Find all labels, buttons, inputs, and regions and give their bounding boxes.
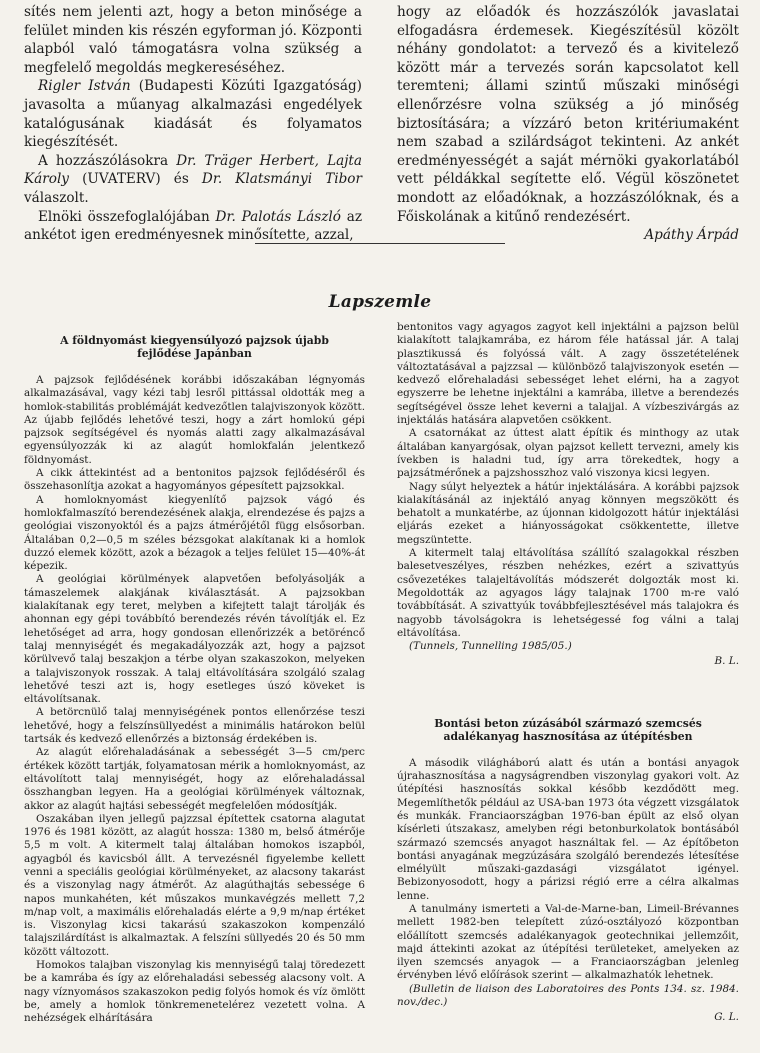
author-signature: Apáthy Árpád	[644, 227, 739, 244]
top-right-column	[397, 3, 739, 245]
text: az ankétot igen eredményesnek minősítette, azzal,	[24, 208, 363, 244]
paragraph: A pajzsok fejlődésének korábbi időszakában légnyomás alkalmazásával, vagy kézi tabj lesről pittással oldották meg a homlok-stabilitás problémáját kedvezőtlen talajviszonyok között. Az újabb fejlődés lehetővé teszi, hogy a zárt homlokú gépi pajzsok segítségével és nyomás alatti zagy alkalmazásával egyensúlyozzák ki az alagút homlokfalán jelentkező földnyomást.	[24, 374, 365, 466]
section-title: Lapszemle	[328, 292, 432, 312]
article-title: Bontási beton zúzásából származó szemcsés adalékanyag hasznosítása az útépítésben	[434, 716, 702, 743]
author-initials: G. L.	[714, 1011, 739, 1024]
text: (UVATERV) és	[68, 171, 202, 188]
source-citation: (Tunnels, Tunnelling 1985/05.)	[409, 640, 572, 653]
paragraph: A geológiai körülmények alapvetően befolyásolják a támaszelemek alakjának kiválasztását. A pajzsokban kialakítanak egy teret, melyben a kifejtett talajt tárolják és ahonnan egy gépi továbbító berendezés révén távolítják el. Ez lehetőséget ad arra, hogy gondosan ellenőrizzék a betöréncő talaj mennyiségét és megakadályozzák azt, hogy a pajzsot körülvevő talaj beszakjon a térbe olyan szakaszokon, melyeken a talajviszonyok rosszak. A talaj eltávolítására szolgáló szalag lehetővé teszi azt is, hogy esetleges úszó köveket is eltávolítsanak.	[24, 573, 365, 706]
person-name: Dr. Palotás László	[215, 208, 341, 225]
person-name: Rigler István	[38, 78, 131, 95]
paragraph: Oszakában ilyen jellegű pajzzsal építettek csatorna alagutat 1976 és 1981 között, az alagút hossza: 1380 m, belső átmérője 5,5 m volt. A kitermelt talaj általában homokos iszapból, agyagból és kavicsból állt. A tervezésnél figyelembe kellett venni a speciális geológiai körülményeket, az alacsony takarást és a viszonylag nagy átmérőt. Az alagúthajtás sebessége 6 napos munkahéten, két műszakos munkavégzés mellett 7,2 m/nap volt, a maximális előrehaladás elérte a 9,9 m/nap értéket is. Viszonylag kicsi takarású szakaszokon kompenzáló talajszilárdítást is alkalmaztak. A felszíni süllyedés 20 és 50 mm között változott.	[24, 812, 365, 958]
text: Elnöki összefoglalójában	[38, 208, 216, 225]
paragraph: Nagy súlyt helyeztek a hátúr injektálására. A korábbi pajzsok kialakításánál az injektáló anyag könnyen megszökött és behatolt a munkatérbe, az újonnan kidolgozott hátúr injektálási eljárás ezeket a hiányosságokat csökkentette, illetve megszüntette.	[397, 480, 739, 546]
paragraph: A homloknyomást kiegyenlítő pajzsok vágó és homlokfalmaszító berendezésének alakja, elrendezése és pajzs a geológiai viszonyoktól és a pajzs átmérőjétől függ elsősorban. Általában 0,2—0,5 m széles bézsgokat alakítanak ki a homlok duzzó elemek között, azok a bézagok a teljes felület 15—40%-át képezik.	[24, 493, 365, 573]
paragraph	[24, 77, 362, 151]
paragraph: Az alagút előrehaladásának a sebességét 3—5 cm/perc értékek között tartják, folyamatosan mérik a homloknyomást, az eltávolított talaj mennyiségét, hogy az előrehaladással összhangban legyen. Ha a geológiai körülmények változnak, akkor az alagút hajtási sebességét megfelelően módosítják.	[24, 746, 365, 812]
divider	[255, 243, 505, 244]
paragraph: A második világháború alatt és után a bontási anyagok újrahasznosítása a nagyságrendben viszonylag gyakori volt. Az útépítési hasznosítás sokkal később kezdődött meg. Megemlíthetők például az USA-ban 1973 óta végzett vizsgálatok és munkák. Franciaországban 1976-ban épült az első olyan kísérleti útszakasz, amelyben régi betonburkolatok bontásából származó szemcsés anyagot használtak fel. — Az építőbeton bontási anyagának megzúzására szolgáló berendezés létesítése elmélyült műszaki-gazdasági vizsgálatot igényel. Bebizonyosodott, hogy a párizsi régió erre a célra alkalmas lenne.	[397, 756, 739, 902]
text: válaszolt.	[24, 189, 89, 206]
article1-continued-column	[397, 321, 739, 1025]
paragraph	[24, 208, 362, 245]
text: (Budapesti Közúti Igazgatóság) javasolta a műanyag alkalmazási engedélyek katalógusának kiadását és folyamatos kiegészítését.	[24, 78, 362, 151]
top-left-column	[24, 3, 362, 245]
paragraph: A csatornákat az úttest alatt építik és minthogy az utak általában kanyargósak, olyan pajzsot kellett tervezni, amely kis ívekben is haladni tud, így arra törekedtek, hogy a pajzsátmérőnek a pajzshosszhoz való viszonya kicsi legyen.	[397, 427, 739, 480]
person-name: Dr. Träger Herbert, Lajta Károly	[24, 152, 362, 188]
paragraph	[24, 152, 362, 208]
source-citation: (Bulletin de liaison des Laboratoires des Ponts 134. sz. 1984. nov./dec.)	[397, 982, 739, 1009]
article1-column	[24, 334, 365, 1026]
author-initials: B. L.	[714, 655, 739, 668]
paragraph: bentonitos vagy agyagos zagyot kell injektálni a pajzson belül kialakított talajkamrába, ez három féle hatással jár. A talaj plasztikussá és folyóssá vált. A zagy összetételének változtatásával a pajzzsal — különböző talajviszonyok esetén — kedvező előrehaladási sebességet lehet elérni, ha a zagyot egyszerre be lehetne injektálni a kamrába, illetve a berendezés segítségével össze lehet keverni a talajjal. A vízbeszivárgás az injektálás hatására alapvetően csökkent.	[397, 321, 739, 427]
text: A hozzászólásokra	[38, 152, 177, 169]
person-name: Dr. Klatsmányi Tibor	[201, 171, 362, 188]
paragraph: hogy az előadók és hozzászólók javaslatai elfogadásra érdemesek. Kiegészítésül közölt néhány gondolatot: a tervező és a kivitelező között már a tervezés során kapcsolatot kell teremteni; állami szintű műszaki minőségi ellenőrzésre volna szükség a jó minőség biztosítására; a vízzáró beton kritériumaként nem szabad a szilárdságot tekinteni. Az ankét eredményességét a saját mérnöki gyakorlatából vett példákkal segítette elő. Végül köszönetet mondott az előadóknak, a hozzászólóknak, és a Főiskolának a kitűnő rendezésért.	[397, 4, 739, 225]
paragraph: A tanulmány ismerteti a Val-de-Marne-ban, Limeil-Brévannes mellett 1982-ben telepített zúzó-osztályozó központban előállított szemcsés adalékanyagok geotechnikai jellemzőit, majd áttekinti azokat az útépítési területeket, amelyeken az ilyen szemcsés anyagok — a Franciaországban jelenleg érvényben lévő előírások szerint — alkalmazhatók lehetnek.	[397, 902, 739, 982]
paragraph: Homokos talajban viszonylag kis mennyiségű talaj töredezett be a kamrába és így az előrehaladási sebesség alacsony volt. A nagy víznyomásos szakaszokon pedig folyós homok és víz ömlött be, amely a homlok tönkremenetelérez vezetett volna. A nehézségek elhárítására	[24, 959, 365, 1025]
paragraph: A betörcnülő talaj mennyiségének pontos ellenőrzése teszi lehetővé, hogy a felszínsüllyedést a minimális határokon belül tartsák és kedvező ellenőrzés a biztonság érdekében is.	[24, 706, 365, 746]
paragraph: A cikk áttekintést ad a bentonitos pajzsok fejlődéséről és összehasonlítja azokat a hagyományos gépesített pajzsokkal.	[24, 467, 365, 493]
paragraph: A kitermelt talaj eltávolítása szállító szalagokkal részben balesetveszélyes, részben nehézkes, ezért a szivattyús csővezetékes talajeltávolítás módszerét dolgozták most ki. Megoldották az agyagos lágy talajnak 1700 m-re való továbbítását. A szivattyúk továbbfejlesztésével más talajokra és nagyobb távolságokra is lehetségessé fog válni a talaj eltávolítása.	[397, 547, 739, 639]
paragraph: sítés nem jelenti azt, hogy a beton minősége a felület minden kis részén egyforman jó. Központi alapból való támogatásra volna szükség a megfelelő megoldás megkereséséhez.	[24, 4, 362, 76]
article-title: A földnyomást kiegyensúlyozó pajzsok újabb fejlődése Japánban	[60, 334, 329, 360]
